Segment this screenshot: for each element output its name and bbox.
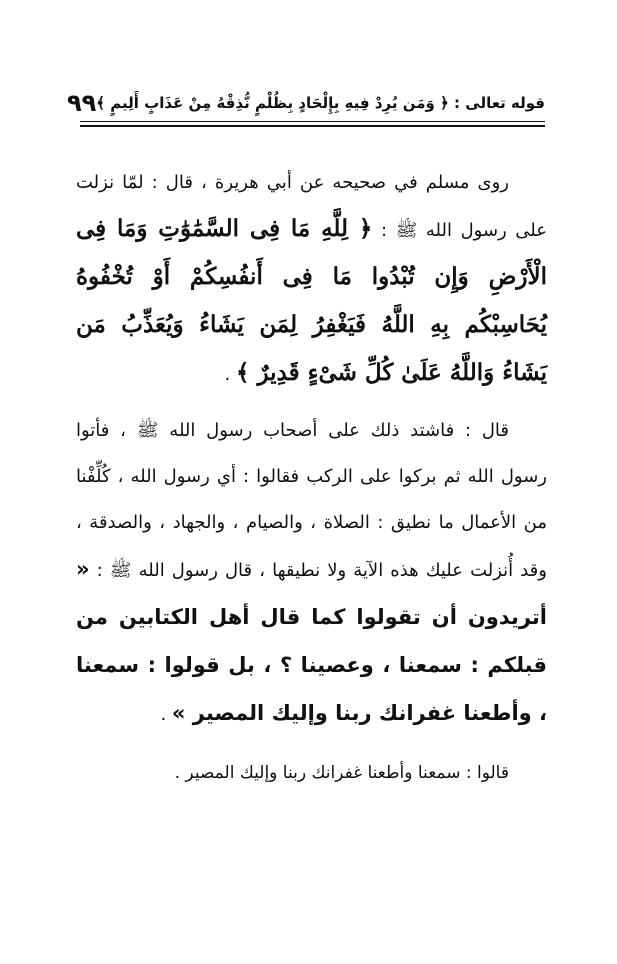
header-title: قوله تعالى : ﴿ وَمَن يُرِدْ فِيهِ بِإِلْحَادٍ بِظُلْمٍ نُّذِقْهُ مِنْ عَذَابٍ أَلِيمٍ ﴾: [96, 94, 545, 112]
companions-text: قال : فاشتد ذلك على أصحاب رسول الله ﷺ ، فأتوا رسول الله ثم بركوا على الركب فقالوا : أي رسول الله ، كُلِّفْنا من الأعمال ما نطيق : الصلاة ، والصيام ، والجهاد ، والصدقة ، وقد أُنزلت عليك هذه الآية ولا نطيقها ، قال رسول الله ﷺ :: [76, 420, 547, 581]
header-rule-thin: [80, 121, 545, 122]
quran-verse: ﴿ لِلَّهِ مَا فِى السَّمَٰوَٰتِ وَمَا فِى الْأَرْضِ وَإِن تُبْدُوا مَا فِى أَنفُسِكُمْ أَوْ تُخْفُوهُ يُحَاسِبْكُم بِهِ اللَّهُ فَيَغْفِرُ لِمَن يَشَاءُ وَيُعَذِّبُ مَن يَشَاءُ وَاللَّهُ عَلَىٰ كُلِّ شَىْءٍ قَدِيرٌ ﴾: [76, 215, 547, 386]
paragraph-end: .: [224, 364, 236, 385]
prophet-quote: « أتريدون أن تقولوا كما قال أهل الكتابين من قبلكم : سمعنا ، وعصينا ؟ ، بل قولوا : سمعنا ، وأطعنا غفرانك ربنا وإليك المصير »: [76, 557, 547, 725]
response-text: قالوا : سمعنا وأطعنا غفرانك ربنا وإليك المصير .: [174, 763, 509, 783]
header-rule-thick: [80, 125, 545, 127]
paragraph-end: .: [160, 704, 172, 725]
page-body: [76, 160, 547, 796]
paragraph-response: [76, 750, 547, 796]
running-header: [66, 86, 545, 120]
narration-intro: روى مسلم في صحيحه عن أبي هريرة ، قال : لمّا نزلت على رسول الله ﷺ :: [76, 172, 547, 241]
page-number: ٩٩: [66, 89, 97, 117]
paragraph-hadith-narration: [76, 160, 547, 398]
paragraph-companions: [76, 408, 547, 738]
